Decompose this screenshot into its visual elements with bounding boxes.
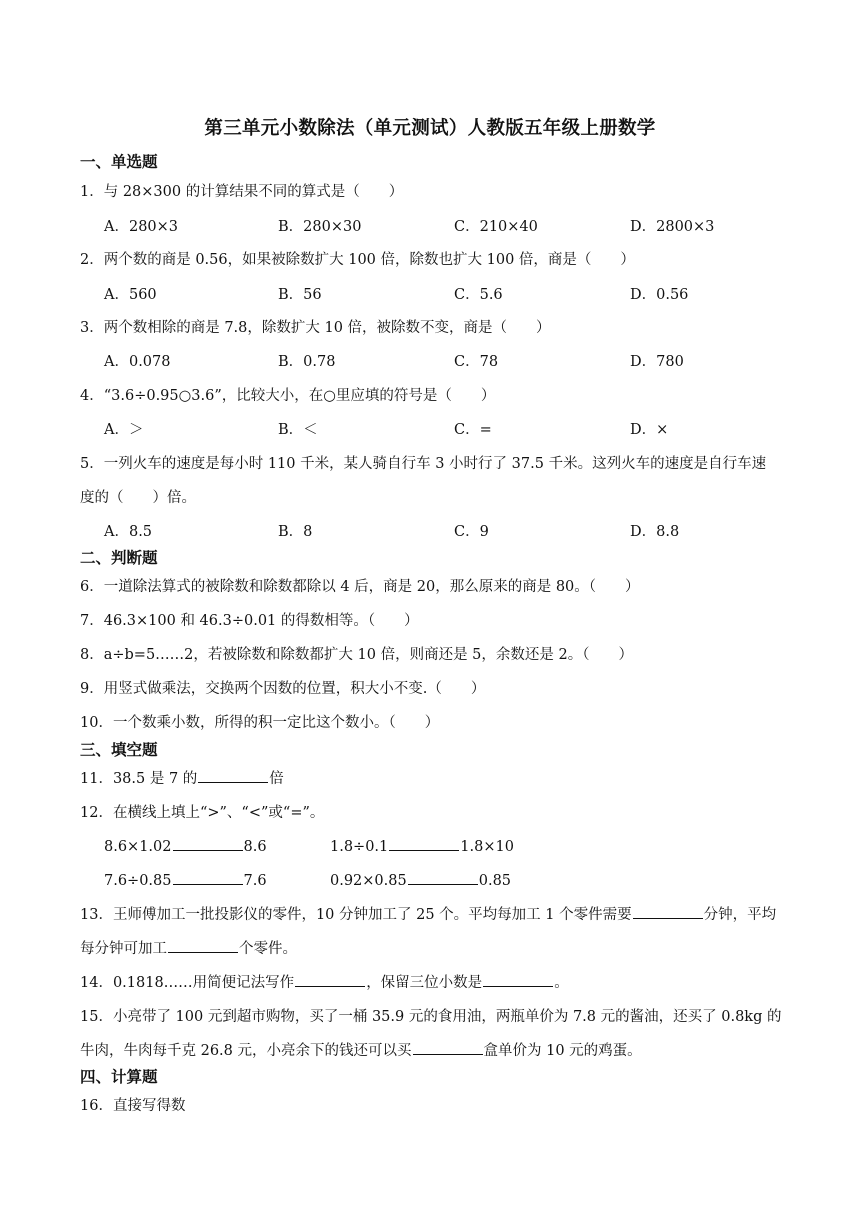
question-3-option-a: A．0.078: [104, 354, 171, 370]
comparison-3: [104, 869, 267, 889]
question-1-option-c: C．210×40: [454, 219, 538, 235]
question-5-option-a: A．8.5: [104, 524, 153, 540]
question-3-option-b: B．0.78: [278, 354, 336, 370]
answer-blank[interactable]: [295, 971, 365, 987]
question-4-option-a: A．＞: [104, 422, 144, 438]
answer-blank[interactable]: [633, 903, 703, 919]
question-12-stem: 12．在横线上填上“>”、“<”或“=”。: [80, 805, 325, 821]
question-2-option-d: D．0.56: [630, 287, 689, 303]
question-11-text-before: 11．38.5 是 7 的: [80, 771, 198, 787]
comparison-1: [104, 835, 267, 855]
comparison-4-right: 0.85: [478, 873, 512, 889]
comparison-4: [330, 869, 511, 889]
answer-blank[interactable]: [483, 971, 553, 987]
question-1-option-d: D．2800×3: [630, 219, 715, 235]
comparison-2-right: 1.8×10: [460, 839, 514, 855]
question-13-line2: [80, 937, 297, 958]
answer-blank[interactable]: [389, 835, 459, 851]
question-6: 6．一道除法算式的被除数和除数都除以 4 后，商是 20，那么原来的商是 80。（ ）: [80, 579, 640, 595]
question-15-text: 牛肉，牛肉每千克 26.8 元，小亮余下的钱还可以买: [80, 1043, 412, 1059]
question-13-line1: [80, 903, 776, 924]
question-5-stem-line1: 5．一列火车的速度是每小时 110 千米，某人骑自行车 3 小时行了 37.5 千米。这列火车的速度是自行车速: [80, 456, 767, 472]
question-4-stem: 4．“3.6÷0.95○3.6”，比较大小，在○里应填的符号是（ ）: [80, 388, 496, 404]
section-heading-true-false: 二、判断题: [80, 549, 158, 567]
question-10: 10．一个数乘小数，所得的积一定比这个数小。（ ）: [80, 715, 440, 731]
question-4-option-c: C．=: [454, 422, 492, 438]
question-16: 16．直接写得数: [80, 1098, 186, 1114]
question-1-option-a: A．280×3: [104, 219, 179, 235]
question-1-stem: 1．与 28×300 的计算结果不同的算式是（ ）: [80, 184, 404, 200]
answer-blank[interactable]: [198, 767, 268, 783]
answer-blank[interactable]: [173, 869, 243, 885]
question-3-option-d: D．780: [630, 354, 684, 370]
question-14-text: 14．0.1818……用简便记法写作: [80, 975, 295, 991]
question-7: 7．46.3×100 和 46.3÷0.01 的得数相等。（ ）: [80, 613, 419, 629]
comparison-4-left: 0.92×0.85: [330, 873, 407, 889]
question-14-text: 。: [554, 975, 569, 991]
question-13-text: 每分钟可加工: [80, 941, 167, 957]
comparison-2-left: 1.8÷0.1: [330, 839, 389, 855]
question-5-option-b: B．8: [278, 524, 313, 540]
question-9: 9．用竖式做乘法，交换两个因数的位置，积大小不变.（ ）: [80, 681, 486, 697]
question-4-option-d: D．×: [630, 422, 669, 438]
section-heading-calculation: 四、计算题: [80, 1068, 158, 1086]
answer-blank[interactable]: [408, 869, 478, 885]
comparison-1-right: 8.6: [243, 839, 267, 855]
comparison-3-left: 7.6÷0.85: [104, 873, 172, 889]
question-2-option-c: C．5.6: [454, 287, 503, 303]
question-2-option-a: A．560: [104, 287, 157, 303]
section-heading-single-choice: 一、单选题: [80, 153, 158, 171]
question-13-text: 分钟，平均: [703, 907, 777, 923]
question-13-text: 13．王师傅加工一批投影仪的零件，10 分钟加工了 25 个。平均每加工 1 个零件需要: [80, 907, 632, 923]
question-15-text: 盒单价为 10 元的鸡蛋。: [483, 1043, 642, 1059]
question-14: [80, 971, 569, 992]
question-15-line1: 15．小亮带了 100 元到超市购物，买了一桶 35.9 元的食用油，两瓶单价为 7.8 元的酱油，还买了 0.8kg 的: [80, 1009, 782, 1025]
page-title: 第三单元小数除法（单元测试）人教版五年级上册数学: [204, 118, 656, 139]
question-5-option-c: C．9: [454, 524, 489, 540]
comparison-3-right: 7.6: [243, 873, 267, 889]
answer-blank[interactable]: [168, 937, 238, 953]
comparison-2: [330, 835, 514, 855]
question-11-text-after: 倍: [269, 771, 284, 787]
question-4-option-b: B．＜: [278, 422, 318, 438]
question-15-line2: [80, 1039, 642, 1060]
question-11: [80, 767, 284, 788]
answer-blank[interactable]: [413, 1039, 483, 1055]
comparison-1-left: 8.6×1.02: [104, 839, 172, 855]
answer-blank[interactable]: [173, 835, 243, 851]
question-8: 8．a÷b=5……2，若被除数和除数都扩大 10 倍，则商还是 5，余数还是 2。（ ）: [80, 647, 633, 663]
question-2-option-b: B．56: [278, 287, 322, 303]
section-heading-fill-in: 三、填空题: [80, 741, 158, 759]
question-13-text: 个零件。: [239, 941, 297, 957]
question-5-option-d: D．8.8: [630, 524, 680, 540]
question-3-option-c: C．78: [454, 354, 499, 370]
question-5-stem-line2: 度的（ ）倍。: [80, 490, 196, 506]
question-1-option-b: B．280×30: [278, 219, 362, 235]
question-14-text: ，保留三位小数是: [366, 975, 483, 991]
question-2-stem: 2．两个数的商是 0.56，如果被除数扩大 100 倍，除数也扩大 100 倍，商是（ ）: [80, 252, 635, 268]
question-3-stem: 3．两个数相除的商是 7.8，除数扩大 10 倍，被除数不变，商是（ ）: [80, 320, 551, 336]
